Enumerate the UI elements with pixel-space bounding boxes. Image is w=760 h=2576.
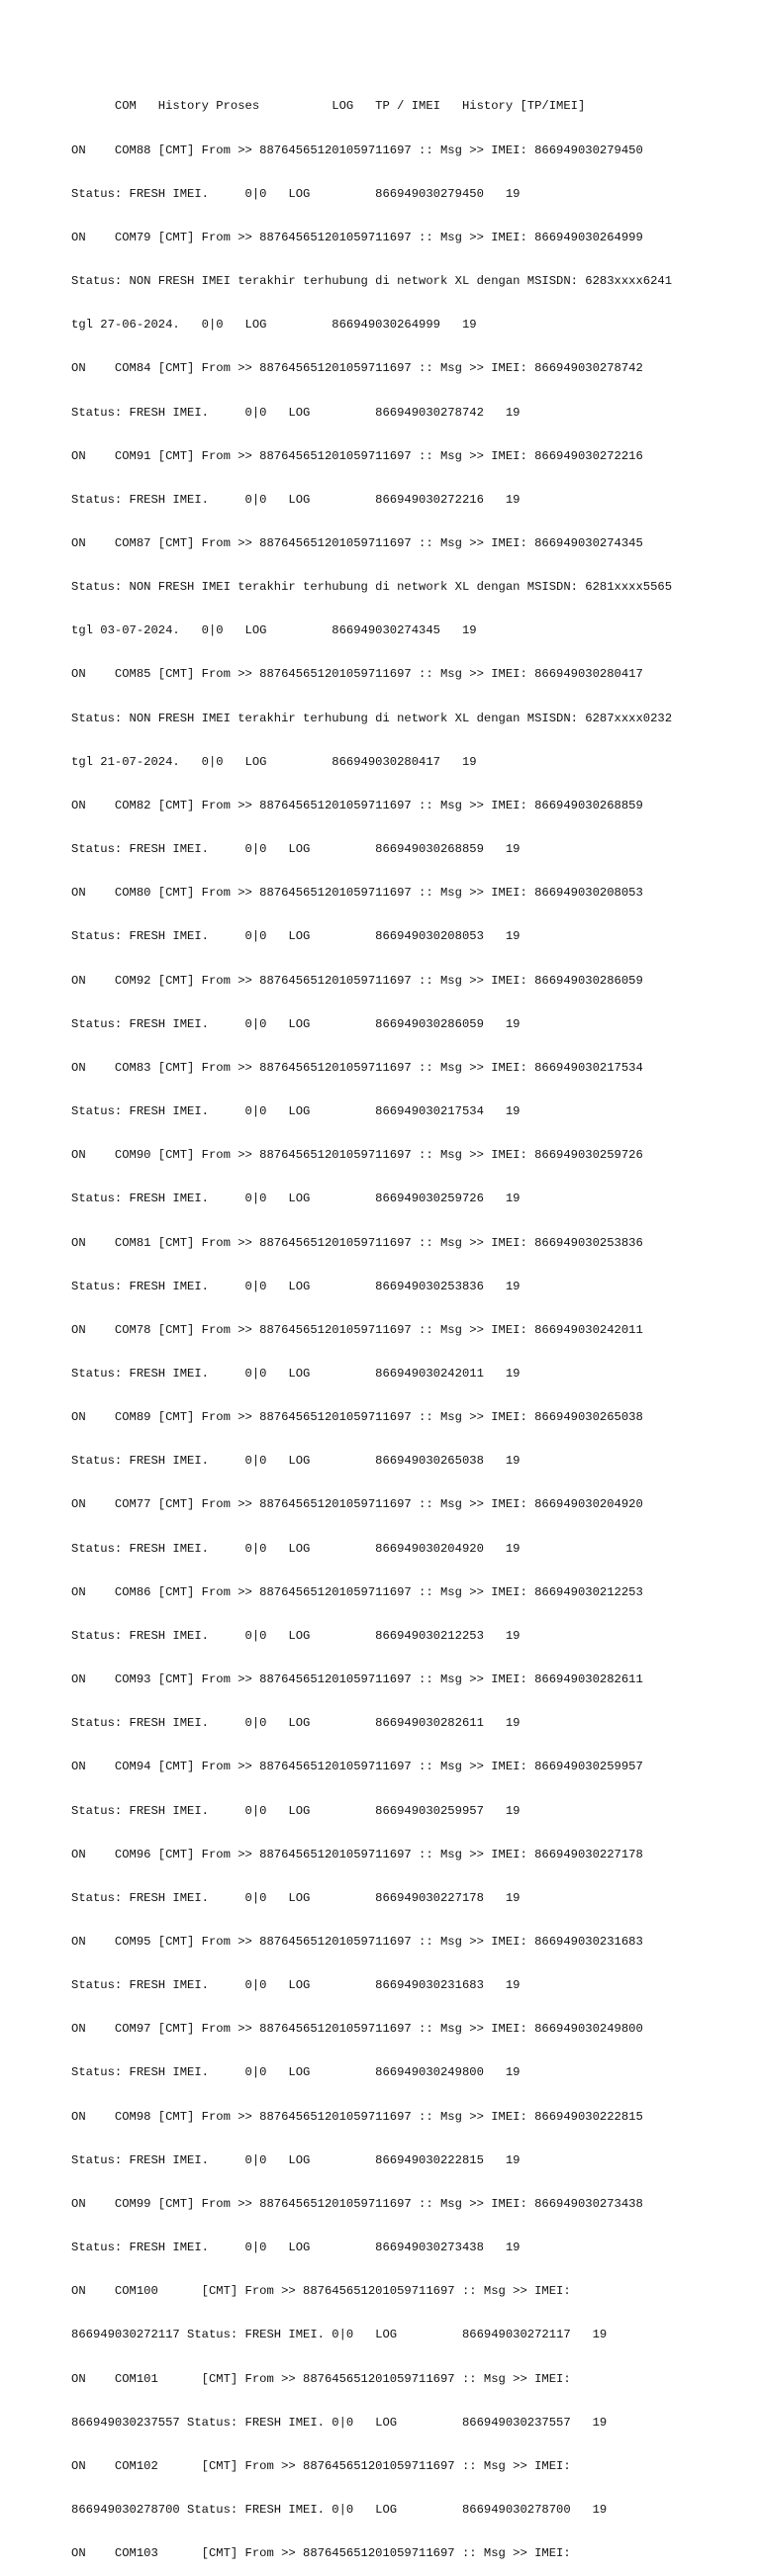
log-line: Status: FRESH IMEI. 0|0 LOG 866949030268859 19 — [71, 842, 521, 857]
log-line: Status: NON FRESH IMEI terakhir terhubung di network XL dengan MSISDN: 6287xxxx0232 — [71, 711, 673, 725]
log-line: ON COM91 [CMT] From >> 887645651201059711697 :: Msg >> IMEI: 866949030272216 — [71, 448, 643, 463]
log-line: Status: NON FRESH IMEI terakhir terhubung di network XL dengan MSISDN: 6283xxxx6241 — [71, 274, 673, 289]
log-line: ON COM78 [CMT] From >> 887645651201059711697 :: Msg >> IMEI: 866949030242011 — [71, 1322, 643, 1337]
log-line: Status: FRESH IMEI. 0|0 LOG 866949030259957 19 — [71, 1803, 521, 1818]
log-line: Status: FRESH IMEI. 0|0 LOG 866949030212253 19 — [71, 1628, 521, 1643]
log-line: ON COM81 [CMT] From >> 887645651201059711697 :: Msg >> IMEI: 866949030253836 — [71, 1235, 643, 1250]
log-line: ON COM89 [CMT] From >> 887645651201059711697 :: Msg >> IMEI: 866949030265038 — [71, 1410, 643, 1425]
log-line: tgl 03-07-2024. 0|0 LOG 866949030274345 19 — [71, 623, 477, 638]
log-line: 866949030272117 Status: FRESH IMEI. 0|0 LOG 866949030272117 19 — [71, 2328, 608, 2342]
log-line: Status: FRESH IMEI. 0|0 LOG 866949030217534 19 — [71, 1104, 521, 1119]
log-line: ON COM101 [CMT] From >> 887645651201059711697 :: Msg >> IMEI: — [71, 2371, 571, 2386]
log-line: ON COM87 [CMT] From >> 887645651201059711697 :: Msg >> IMEI: 866949030274345 — [71, 536, 643, 550]
log-line: Status: FRESH IMEI. 0|0 LOG 866949030204920 19 — [71, 1541, 521, 1556]
log-line: Status: FRESH IMEI. 0|0 LOG 866949030249800 19 — [71, 2065, 521, 2080]
log-line: Status: FRESH IMEI. 0|0 LOG 866949030272216 19 — [71, 492, 521, 507]
log-line: Status: FRESH IMEI. 0|0 LOG 866949030282611 19 — [71, 1716, 521, 1731]
log-line: Status: FRESH IMEI. 0|0 LOG 866949030222815 19 — [71, 2152, 521, 2167]
log-line: ON COM80 [CMT] From >> 887645651201059711697 :: Msg >> IMEI: 866949030208053 — [71, 886, 643, 901]
log-line: ON COM99 [CMT] From >> 887645651201059711697 :: Msg >> IMEI: 866949030273438 — [71, 2196, 643, 2211]
log-line: ON COM77 [CMT] From >> 887645651201059711697 :: Msg >> IMEI: 866949030204920 — [71, 1497, 643, 1512]
log-line: Status: FRESH IMEI. 0|0 LOG 866949030286059 19 — [71, 1016, 521, 1031]
log-line: Status: FRESH IMEI. 0|0 LOG 866949030265038 19 — [71, 1454, 521, 1469]
log-line: ON COM96 [CMT] From >> 887645651201059711697 :: Msg >> IMEI: 866949030227178 — [71, 1847, 643, 1861]
log-line: Status: FRESH IMEI. 0|0 LOG 866949030231683 19 — [71, 1978, 521, 1993]
log-line: ON COM100 [CMT] From >> 887645651201059711697 :: Msg >> IMEI: — [71, 2284, 571, 2299]
log-line: ON COM90 [CMT] From >> 887645651201059711697 :: Msg >> IMEI: 866949030259726 — [71, 1148, 643, 1163]
log-line: ON COM97 [CMT] From >> 887645651201059711697 :: Msg >> IMEI: 866949030249800 — [71, 2022, 643, 2037]
log-line: ON COM98 [CMT] From >> 887645651201059711697 :: Msg >> IMEI: 866949030222815 — [71, 2109, 643, 2124]
log-line: Status: NON FRESH IMEI terakhir terhubung di network XL dengan MSISDN: 6281xxxx5565 — [71, 580, 673, 595]
log-line: ON COM82 [CMT] From >> 887645651201059711697 :: Msg >> IMEI: 866949030268859 — [71, 798, 643, 812]
log-line: Status: FRESH IMEI. 0|0 LOG 866949030273438 19 — [71, 2241, 521, 2255]
log-line: Status: FRESH IMEI. 0|0 LOG 866949030208053 19 — [71, 929, 521, 944]
log-line: ON COM85 [CMT] From >> 887645651201059711697 :: Msg >> IMEI: 866949030280417 — [71, 667, 643, 682]
log-line: ON COM95 [CMT] From >> 887645651201059711697 :: Msg >> IMEI: 866949030231683 — [71, 1935, 643, 1949]
log-line: Status: FRESH IMEI. 0|0 LOG 866949030227178 19 — [71, 1890, 521, 1905]
log-line: tgl 27-06-2024. 0|0 LOG 866949030264999 19 — [71, 318, 477, 333]
log-line: 866949030237557 Status: FRESH IMEI. 0|0 LOG 866949030237557 19 — [71, 2415, 608, 2430]
log-line: ON COM103 [CMT] From >> 887645651201059711697 :: Msg >> IMEI: — [71, 2546, 571, 2561]
log-line: ON COM79 [CMT] From >> 887645651201059711697 :: Msg >> IMEI: 866949030264999 — [71, 230, 643, 244]
log-header: COM History Proses LOG TP / IMEI History [TP/IMEI] — [71, 99, 586, 114]
log-line: Status: FRESH IMEI. 0|0 LOG 866949030278742 19 — [71, 405, 521, 420]
log-line: ON COM83 [CMT] From >> 887645651201059711697 :: Msg >> IMEI: 866949030217534 — [71, 1060, 643, 1075]
log-line: ON COM86 [CMT] From >> 887645651201059711697 :: Msg >> IMEI: 866949030212253 — [71, 1584, 643, 1599]
log-line: ON COM88 [CMT] From >> 887645651201059711697 :: Msg >> IMEI: 866949030279450 — [71, 143, 643, 157]
log-text-block — [71, 70, 672, 2576]
log-line: ON COM93 [CMT] From >> 887645651201059711697 :: Msg >> IMEI: 866949030282611 — [71, 1672, 643, 1687]
log-line: Status: FRESH IMEI. 0|0 LOG 866949030253836 19 — [71, 1279, 521, 1293]
log-line: Status: FRESH IMEI. 0|0 LOG 866949030242011 19 — [71, 1366, 521, 1381]
log-line: ON COM94 [CMT] From >> 887645651201059711697 :: Msg >> IMEI: 866949030259957 — [71, 1760, 643, 1774]
log-line: 866949030278700 Status: FRESH IMEI. 0|0 LOG 866949030278700 19 — [71, 2503, 608, 2518]
log-line: ON COM92 [CMT] From >> 887645651201059711697 :: Msg >> IMEI: 866949030286059 — [71, 973, 643, 988]
log-line: Status: FRESH IMEI. 0|0 LOG 866949030279450 19 — [71, 186, 521, 201]
log-line: ON COM102 [CMT] From >> 887645651201059711697 :: Msg >> IMEI: — [71, 2458, 571, 2473]
log-line: ON COM84 [CMT] From >> 887645651201059711697 :: Msg >> IMEI: 866949030278742 — [71, 361, 643, 376]
log-line: tgl 21-07-2024. 0|0 LOG 866949030280417 19 — [71, 754, 477, 769]
log-line: Status: FRESH IMEI. 0|0 LOG 866949030259726 19 — [71, 1192, 521, 1206]
